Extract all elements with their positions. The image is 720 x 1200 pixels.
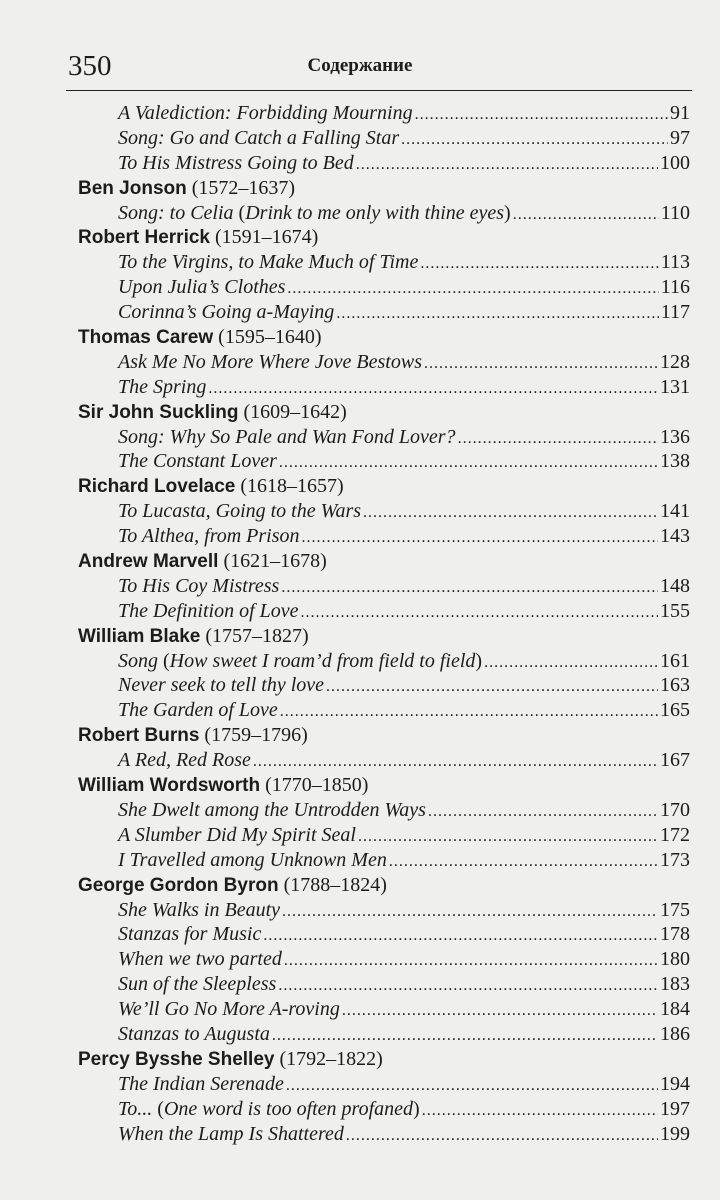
entry-title-part: How sweet I roam’d from field to field xyxy=(169,649,476,672)
entry-title xyxy=(118,250,418,275)
entry-title-part: The Constant Lover xyxy=(118,450,277,473)
entry-page-number: 131 xyxy=(660,375,690,398)
entry-title xyxy=(118,201,511,226)
dot-leader xyxy=(326,675,658,700)
author-name: Sir John Suckling xyxy=(78,401,239,423)
toc-entry[interactable] xyxy=(78,151,690,176)
toc-entry[interactable] xyxy=(78,748,690,773)
toc-author xyxy=(78,873,690,898)
entry-title xyxy=(118,350,422,375)
entry-page-number: 186 xyxy=(660,1022,690,1045)
entry-title xyxy=(118,375,206,400)
author-dates: (1618–1657) xyxy=(240,475,344,498)
entry-title xyxy=(118,823,356,848)
entry-title xyxy=(118,649,482,674)
toc-entry[interactable] xyxy=(78,101,690,126)
entry-title-part: When the Lamp Is Shattered xyxy=(118,1122,344,1145)
entry-title xyxy=(118,798,426,823)
toc-entry[interactable] xyxy=(78,250,690,275)
toc-author xyxy=(78,225,690,250)
author-name: William Blake xyxy=(78,625,201,647)
entry-page-number: 161 xyxy=(660,649,690,672)
toc-entry[interactable] xyxy=(78,524,690,549)
toc-entry[interactable] xyxy=(78,798,690,823)
dot-leader xyxy=(342,999,658,1024)
toc-entry[interactable] xyxy=(78,997,690,1022)
entry-page-number: 155 xyxy=(660,599,690,622)
author-name: Thomas Carew xyxy=(78,327,214,349)
entry-page-number: 194 xyxy=(660,1072,690,1095)
entry-title-part: Song: Why So Pale and Wan Fond Lover? xyxy=(118,425,456,448)
toc-entry[interactable] xyxy=(78,947,690,972)
toc-entry[interactable] xyxy=(78,574,690,599)
entry-title xyxy=(118,1097,420,1122)
toc-author xyxy=(78,773,690,798)
entry-title xyxy=(118,275,285,300)
entry-page-number: 97 xyxy=(670,126,690,149)
dot-leader xyxy=(389,850,658,875)
entry-title-part: To Althea, from Prison xyxy=(118,525,300,548)
toc-author xyxy=(78,1047,690,1072)
entry-title xyxy=(118,1072,284,1097)
dot-leader xyxy=(301,601,658,626)
entry-page-number: 138 xyxy=(660,450,690,473)
entry-page-number: 172 xyxy=(660,823,690,846)
dot-leader xyxy=(253,750,658,775)
entry-title-part: The Indian Serenade xyxy=(118,1072,284,1095)
entry-page-number: 178 xyxy=(660,923,690,946)
dot-leader xyxy=(302,526,658,551)
entry-page-number: 136 xyxy=(660,425,690,448)
dot-leader xyxy=(336,302,658,327)
author-dates: (1792–1822) xyxy=(279,1047,383,1070)
toc-entry[interactable] xyxy=(78,972,690,997)
entry-title-part: To... xyxy=(118,1097,158,1120)
author-dates: (1621–1678) xyxy=(223,550,327,573)
author-name: Robert Burns xyxy=(78,725,200,747)
entry-page-number: 143 xyxy=(660,525,690,548)
toc-author xyxy=(78,176,690,201)
author-name: Percy Bysshe Shelley xyxy=(78,1048,275,1070)
entry-title-part: Song xyxy=(118,649,163,672)
toc-author xyxy=(78,723,690,748)
entry-page-number: 165 xyxy=(660,699,690,722)
entry-page-number: 197 xyxy=(660,1097,690,1120)
entry-title-part: When we two parted xyxy=(118,948,282,971)
entry-title xyxy=(118,698,278,723)
entry-title xyxy=(118,997,340,1022)
entry-title-part: Sun of the Sleepless xyxy=(118,973,277,996)
entry-title-part: To His Mistress Going to Bed xyxy=(118,151,354,174)
toc-entry[interactable] xyxy=(78,126,690,151)
author-dates: (1788–1824) xyxy=(283,873,387,896)
toc-entry[interactable] xyxy=(78,1122,690,1147)
entry-title-part: One word is too often profaned xyxy=(163,1097,414,1120)
entry-page-number: 163 xyxy=(660,674,690,697)
entry-title xyxy=(118,524,300,549)
entry-title xyxy=(118,449,277,474)
entry-title-part: Corinna’s Going a-Maying xyxy=(118,301,335,324)
running-head: Содержание xyxy=(307,55,413,76)
entry-title-part: I Travelled among Unknown Men xyxy=(118,848,387,871)
entry-page-number: 141 xyxy=(660,500,690,523)
toc-author xyxy=(78,474,690,499)
entry-page-number: 128 xyxy=(660,350,690,373)
entry-title-part: Stanzas for Music xyxy=(118,923,262,946)
author-name: Robert Herrick xyxy=(78,227,210,249)
entry-title-part: A Slumber Did My Spirit Seal xyxy=(118,823,356,846)
toc-entry[interactable] xyxy=(78,201,690,226)
author-dates: (1572–1637) xyxy=(191,176,296,199)
dot-leader xyxy=(424,352,658,377)
author-name: Richard Lovelace xyxy=(78,476,236,498)
author-dates: (1609–1642) xyxy=(243,400,347,423)
toc-entry[interactable] xyxy=(78,275,690,300)
dot-leader xyxy=(284,949,658,974)
entry-title-part: Stanzas to Augusta xyxy=(118,1022,270,1045)
entry-title xyxy=(118,499,361,524)
entry-page-number: 170 xyxy=(660,798,690,821)
entry-page-number: 173 xyxy=(660,848,690,871)
toc-entry[interactable] xyxy=(78,375,690,400)
entry-title-part: ( xyxy=(163,649,170,672)
author-name: William Wordsworth xyxy=(78,775,261,797)
entry-title xyxy=(118,848,387,873)
author-dates: (1759–1796) xyxy=(204,724,308,747)
dot-leader xyxy=(415,103,668,128)
entry-page-number: 117 xyxy=(660,301,690,324)
entry-title xyxy=(118,947,282,972)
entry-title-part: The Garden of Love xyxy=(118,699,278,722)
entry-title-part: She Walks in Beauty xyxy=(118,898,281,921)
toc-entry[interactable] xyxy=(78,1072,690,1097)
entry-title xyxy=(118,748,251,773)
toc-entry[interactable] xyxy=(78,499,690,524)
entry-title-part: Ask Me No More Where Jove Bestows xyxy=(118,350,422,373)
entry-page-number: 183 xyxy=(660,973,690,996)
entry-title-part: Drink to me only with thine eyes xyxy=(245,201,505,224)
dot-leader xyxy=(363,501,658,526)
table-of-contents xyxy=(78,101,690,1146)
entry-title-part: To His Coy Mistress xyxy=(118,574,280,597)
dot-leader xyxy=(208,377,658,402)
entry-title-part: A Red, Red Rose xyxy=(118,749,251,772)
dot-leader xyxy=(358,825,658,850)
toc-entry[interactable] xyxy=(78,649,690,674)
entry-title xyxy=(118,673,324,698)
entry-title-part: ) xyxy=(504,201,511,224)
dot-leader xyxy=(279,451,658,476)
header-rule xyxy=(66,90,692,91)
entry-title xyxy=(118,574,279,599)
entry-title-part: To the Virgins, to Make Much of Time xyxy=(118,251,419,274)
entry-page-number: 199 xyxy=(660,1122,690,1145)
entry-title-part: Song: Go and Catch a Falling Star xyxy=(118,126,400,149)
entry-title-part: ( xyxy=(157,1097,164,1120)
toc-entry[interactable] xyxy=(78,848,690,873)
dot-leader xyxy=(280,700,658,725)
entry-title xyxy=(118,1122,344,1147)
dot-leader xyxy=(272,1024,658,1049)
dot-leader xyxy=(513,203,659,228)
entry-page-number: 184 xyxy=(660,998,690,1021)
entry-page-number: 167 xyxy=(660,749,690,772)
page-number: 350 xyxy=(68,50,112,82)
entry-page-number: 180 xyxy=(660,948,690,971)
dot-leader xyxy=(278,974,658,999)
author-name: Andrew Marvell xyxy=(78,551,219,573)
toc-entry[interactable] xyxy=(78,599,690,624)
toc-author xyxy=(78,400,690,425)
entry-title-part: The Definition of Love xyxy=(118,599,299,622)
dot-leader xyxy=(263,924,658,949)
toc-author xyxy=(78,549,690,574)
author-name: George Gordon Byron xyxy=(78,874,279,896)
entry-title-part: ) xyxy=(475,649,483,672)
dot-leader xyxy=(401,128,668,153)
entry-title-part: We’ll Go No More A-roving xyxy=(118,998,340,1021)
author-dates: (1757–1827) xyxy=(205,624,309,647)
entry-title xyxy=(118,898,280,923)
dot-leader xyxy=(346,1124,658,1149)
entry-page-number: 91 xyxy=(670,102,690,124)
author-dates: (1770–1850) xyxy=(265,774,369,797)
toc-entry[interactable] xyxy=(78,673,690,698)
entry-title-part: Song: to Celia xyxy=(118,201,239,224)
dot-leader xyxy=(422,1099,658,1124)
author-name: Ben Jonson xyxy=(78,177,187,199)
dot-leader xyxy=(287,277,658,302)
entry-title xyxy=(118,599,299,624)
entry-title-part: ) xyxy=(413,1097,420,1120)
entry-title-part: To Lucasta, Going to the Wars xyxy=(118,500,362,523)
toc-entry[interactable] xyxy=(78,1022,690,1047)
entry-title xyxy=(118,151,354,176)
entry-title-part: Upon Julia’s Clothes xyxy=(118,276,286,299)
entry-title-part: ( xyxy=(238,201,246,224)
entry-page-number: 100 xyxy=(660,151,690,174)
toc-entry[interactable] xyxy=(78,1097,690,1122)
dot-leader xyxy=(458,427,658,452)
entry-page-number: 110 xyxy=(660,201,690,224)
entry-page-number: 116 xyxy=(660,276,690,299)
dot-leader xyxy=(428,800,658,825)
entry-title xyxy=(118,922,261,947)
dot-leader xyxy=(281,576,658,601)
toc-author xyxy=(78,624,690,649)
toc-entry[interactable] xyxy=(78,300,690,325)
author-dates: (1591–1674) xyxy=(215,226,319,249)
toc-entry[interactable] xyxy=(78,449,690,474)
toc-entry[interactable] xyxy=(78,698,690,723)
toc-author xyxy=(78,325,690,350)
entry-title-part: Never seek to tell thy love xyxy=(118,674,325,697)
entry-title xyxy=(118,101,413,126)
entry-page-number: 175 xyxy=(660,898,690,921)
entry-title xyxy=(118,972,276,997)
entry-title xyxy=(118,126,399,151)
entry-title-part: She Dwelt among the Untrodden Ways xyxy=(118,798,426,821)
entry-page-number: 113 xyxy=(660,251,690,274)
entry-page-number: 148 xyxy=(660,574,690,597)
entry-title xyxy=(118,425,456,450)
dot-leader xyxy=(420,252,658,277)
toc-entry[interactable] xyxy=(78,350,690,375)
toc-entry[interactable] xyxy=(78,823,690,848)
toc-entry[interactable] xyxy=(78,425,690,450)
toc-entry[interactable] xyxy=(78,898,690,923)
dot-leader xyxy=(282,900,658,925)
entry-title xyxy=(118,1022,270,1047)
dot-leader xyxy=(286,1074,658,1099)
dot-leader xyxy=(484,651,658,676)
dot-leader xyxy=(356,153,658,178)
entry-title xyxy=(118,300,334,325)
author-dates: (1595–1640) xyxy=(218,326,322,349)
toc-entry[interactable] xyxy=(78,922,690,947)
entry-title-part: The Spring xyxy=(118,375,207,398)
entry-title-part: A Valediction: Forbidding Mourning xyxy=(118,102,413,124)
